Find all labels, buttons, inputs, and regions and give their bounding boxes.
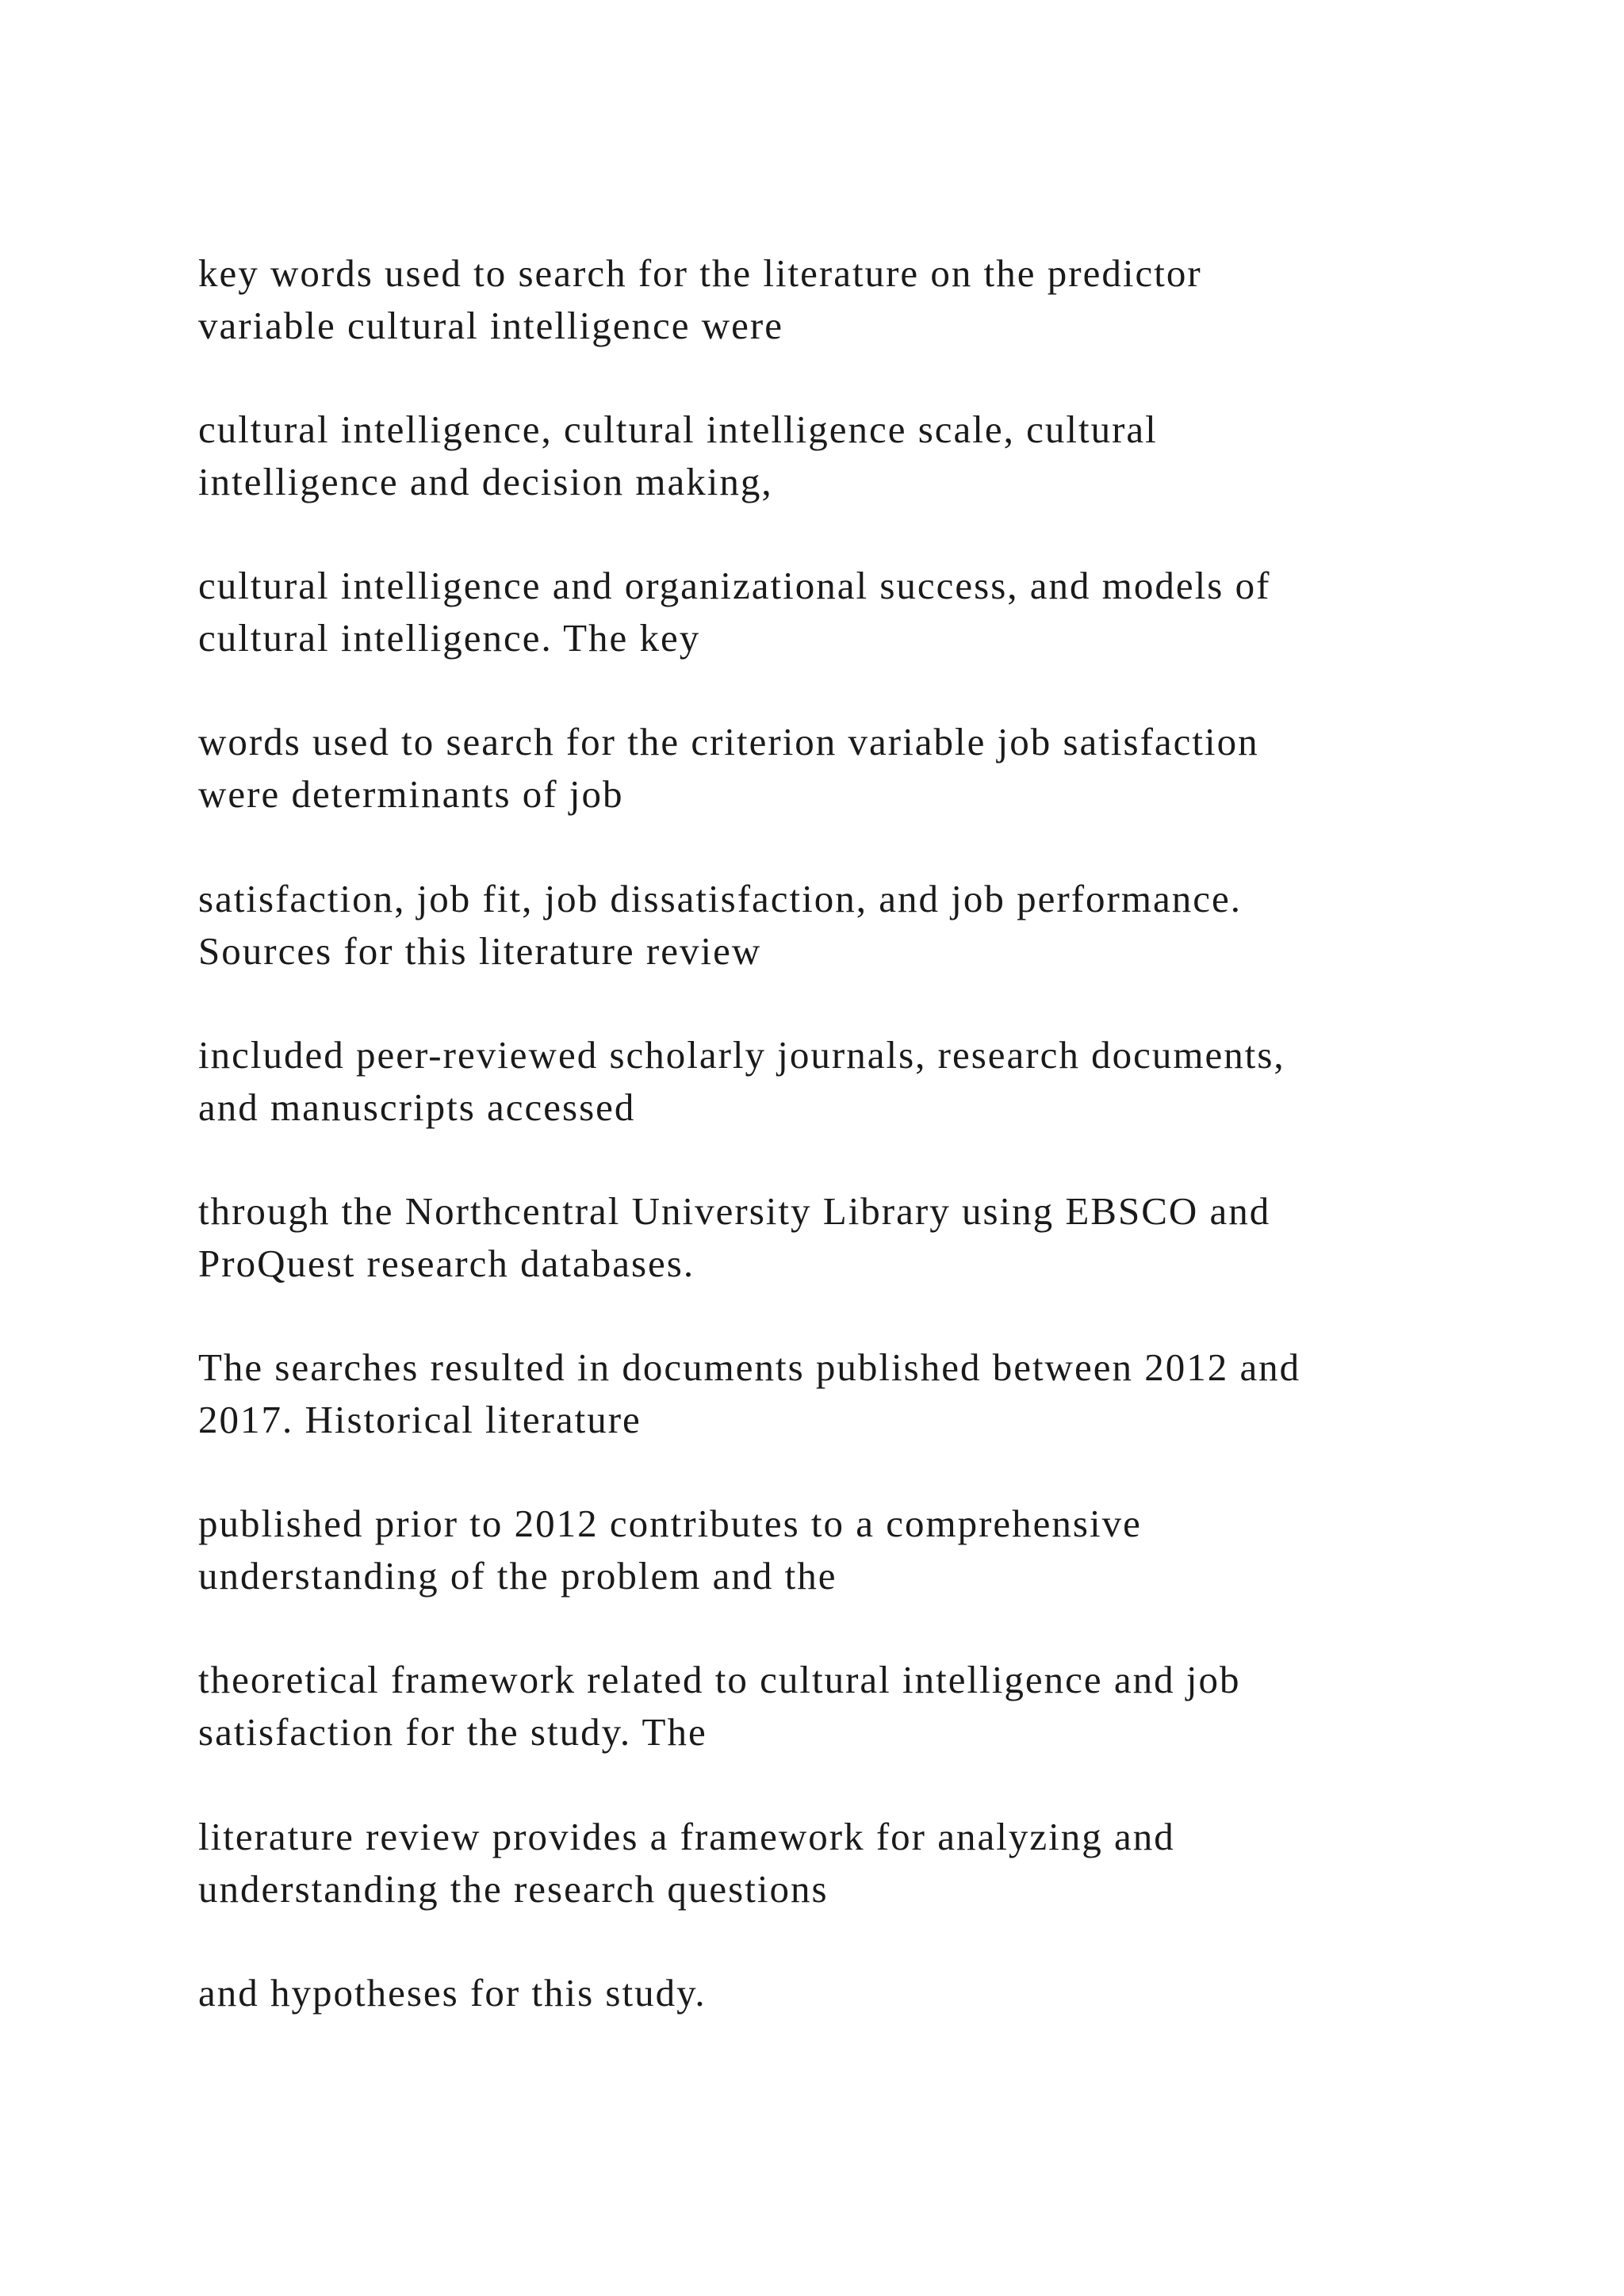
text-line: theoretical framework related to cultural intelligence and job xyxy=(198,1658,1241,1701)
text-line: The searches resulted in documents published between 2012 and xyxy=(198,1345,1301,1389)
text-line: 2017. Historical literature xyxy=(198,1398,642,1441)
text-line: published prior to 2012 contributes to a comprehensive xyxy=(198,1502,1142,1545)
text-line: were determinants of job xyxy=(198,772,624,816)
text-line: cultural intelligence, cultural intelligence scale, cultural xyxy=(198,408,1158,451)
paragraph xyxy=(198,247,1546,352)
paragraph xyxy=(198,1341,1546,1446)
paragraph xyxy=(198,873,1546,978)
paragraph xyxy=(198,1654,1546,1758)
text-line: included peer-reviewed scholarly journals, research documents, xyxy=(198,1033,1285,1077)
text-line: cultural intelligence. The key xyxy=(198,616,701,660)
paragraph xyxy=(198,1967,1546,2019)
paragraph xyxy=(198,1811,1546,1915)
text-line: words used to search for the criterion variable job satisfaction xyxy=(198,720,1259,763)
paragraph xyxy=(198,1029,1546,1134)
text-line: satisfaction for the study. The xyxy=(198,1710,707,1754)
text-line: literature review provides a framework for analyzing and xyxy=(198,1815,1175,1858)
text-line: intelligence and decision making, xyxy=(198,460,773,503)
text-line: and manuscripts accessed xyxy=(198,1085,636,1129)
paragraph xyxy=(198,560,1546,664)
text-line: ProQuest research databases. xyxy=(198,1242,695,1285)
text-line: key words used to search for the literature on the predictor xyxy=(198,251,1202,295)
paragraph xyxy=(198,404,1546,508)
paragraph xyxy=(198,1498,1546,1602)
text-line: cultural intelligence and organizational success, and models of xyxy=(198,564,1271,607)
text-line: and hypotheses for this study. xyxy=(198,1971,707,2015)
text-line: understanding of the problem and the xyxy=(198,1554,837,1598)
text-line: variable cultural intelligence were xyxy=(198,304,783,347)
text-line: through the Northcentral University Library using EBSCO and xyxy=(198,1189,1271,1233)
text-line: satisfaction, job fit, job dissatisfaction, and job performance. xyxy=(198,877,1242,920)
text-line: Sources for this literature review xyxy=(198,929,762,973)
paragraph xyxy=(198,1185,1546,1290)
paragraph xyxy=(198,716,1546,821)
text-line: understanding the research questions xyxy=(198,1867,829,1911)
